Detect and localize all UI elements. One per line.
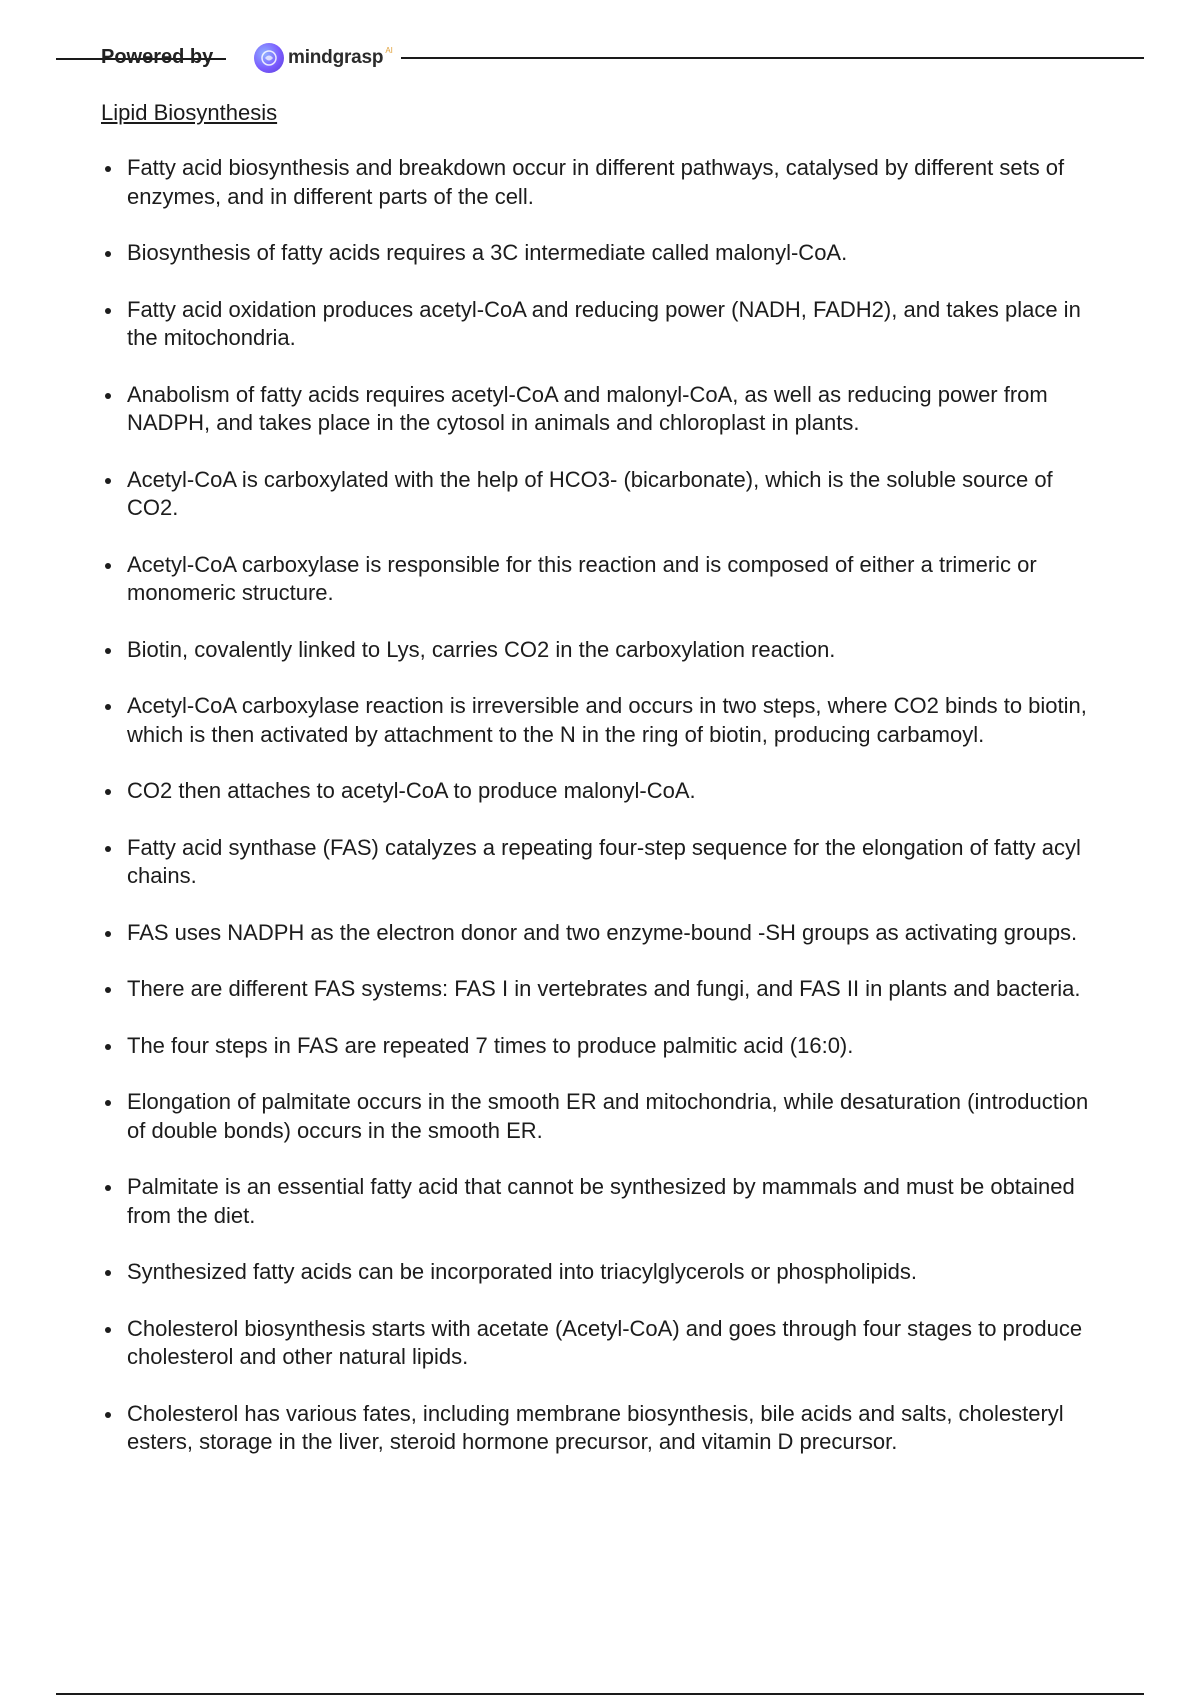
list-item: Acetyl-CoA carboxylase is responsible for this reaction and is composed of either a trimeric or monomeric structure.: [127, 551, 1107, 608]
list-item: Cholesterol has various fates, including membrane biosynthesis, bile acids and salts, cholesteryl esters, storage in the liver, steroid hormone precursor, and vitamin D precursor.: [127, 1400, 1107, 1457]
brand[interactable]: [254, 43, 393, 73]
list-item: The four steps in FAS are repeated 7 times to produce palmitic acid (16:0).: [127, 1032, 1107, 1061]
footer-rule: [56, 1693, 1144, 1695]
list-item: Palmitate is an essential fatty acid that cannot be synthesized by mammals and must be obtained from the diet.: [127, 1173, 1107, 1230]
header-rule-right: [401, 57, 1144, 59]
list-item: Acetyl-CoA carboxylase reaction is irreversible and occurs in two steps, where CO2 binds to biotin, which is then activated by attachment to the N in the ring of biotin, producing carbamoyl.: [127, 692, 1107, 749]
list-item: Fatty acid biosynthesis and breakdown occur in different pathways, catalysed by different sets of enzymes, and in different parts of the cell.: [127, 154, 1107, 211]
list-item: FAS uses NADPH as the electron donor and two enzyme-bound -SH groups as activating groups.: [127, 919, 1107, 948]
list-item: CO2 then attaches to acetyl-CoA to produce malonyl-CoA.: [127, 777, 1107, 806]
header-bar: [56, 40, 1144, 80]
powered-by-label: Powered by: [101, 46, 214, 68]
list-item: There are different FAS systems: FAS I in vertebrates and fungi, and FAS II in plants and bacteria.: [127, 975, 1107, 1004]
list-item: Biosynthesis of fatty acids requires a 3C intermediate called malonyl-CoA.: [127, 239, 1107, 268]
mindgrasp-logo-icon: [254, 43, 284, 73]
bullet-list: [127, 154, 1107, 1485]
list-item: Fatty acid oxidation produces acetyl-CoA and reducing power (NADH, FADH2), and takes place in the mitochondria.: [127, 296, 1107, 353]
list-item: Cholesterol biosynthesis starts with acetate (Acetyl-CoA) and goes through four stages to produce cholesterol and other natural lipids.: [127, 1315, 1107, 1372]
brand-name: mindgrasp: [288, 47, 384, 68]
list-item: Elongation of palmitate occurs in the smooth ER and mitochondria, while desaturation (introduction of double bonds) occurs in the smooth ER.: [127, 1088, 1107, 1145]
page-title: Lipid Biosynthesis: [101, 100, 278, 125]
list-item: Acetyl-CoA is carboxylated with the help of HCO3- (bicarbonate), which is the soluble source of CO2.: [127, 466, 1107, 523]
list-item: Anabolism of fatty acids requires acetyl-CoA and malonyl-CoA, as well as reducing power from NADPH, and takes place in the cytosol in animals and chloroplast in plants.: [127, 381, 1107, 438]
brand-suffix: AI: [385, 45, 393, 55]
list-item: Synthesized fatty acids can be incorporated into triacylglycerols or phospholipids.: [127, 1258, 1107, 1287]
list-item: Fatty acid synthase (FAS) catalyzes a repeating four-step sequence for the elongation of fatty acyl chains.: [127, 834, 1107, 891]
list-item: Biotin, covalently linked to Lys, carries CO2 in the carboxylation reaction.: [127, 636, 1107, 665]
